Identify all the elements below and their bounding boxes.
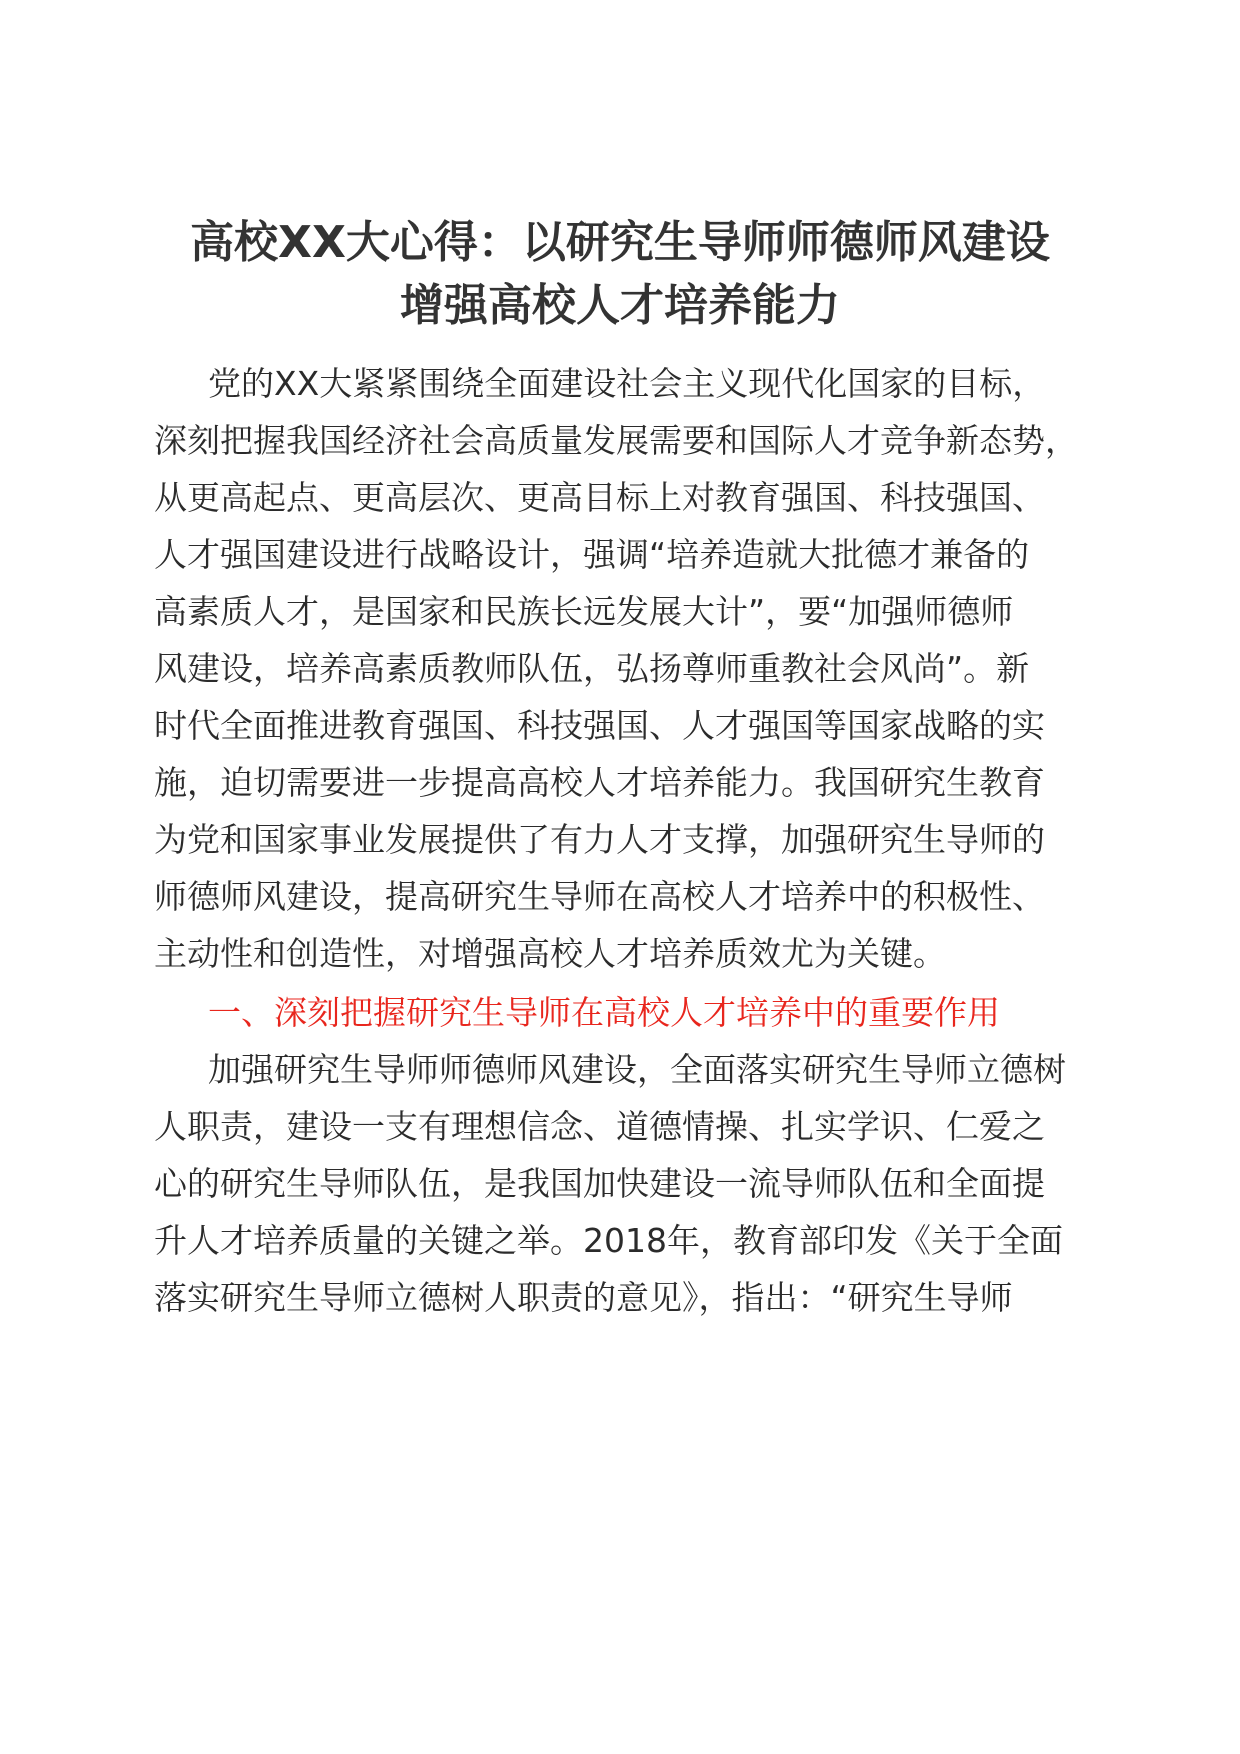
paragraph-line: 深刻把握我国经济社会高质量发展需要和国际人才竞争新态势， — [154, 421, 1078, 460]
paragraph-line: 人职责，建设一支有理想信念、道德情操、扎实学识、仁爱之 — [154, 1107, 1045, 1146]
paragraph-line: 心的研究生导师队伍，是我国加快建设一流导师队伍和全面提 — [154, 1164, 1045, 1203]
paragraph-line: 人才强国建设进行战略设计，强调“培养造就大批德才兼备的 — [154, 535, 1030, 574]
paragraph-line: 主动性和创造性，对增强高校人才培养质效尤为关键。 — [154, 934, 946, 973]
paragraph-line: 加强研究生导师师德师风建设，全面落实研究生导师立德树 — [208, 1050, 1066, 1089]
paragraph-line: 为党和国家事业发展提供了有力人才支撑，加强研究生导师的 — [154, 820, 1045, 859]
paragraph-line: 从更高起点、更高层次、更高目标上对教育强国、科技强国、 — [154, 478, 1045, 517]
document-title-line-2: 增强高校人才培养能力 — [400, 280, 840, 331]
paragraph-line: 升人才培养质量的关键之举。2018年，教育部印发《关于全面 — [154, 1221, 1063, 1260]
document-title-line-1: 高校XX大心得：以研究生导师师德师风建设 — [190, 217, 1050, 268]
paragraph-line: 风建设，培养高素质教师队伍，弘扬尊师重教社会风尚”。新 — [154, 649, 1030, 688]
paragraph-line: 时代全面推进教育强国、科技强国、人才强国等国家战略的实 — [154, 706, 1045, 745]
section-heading-1: 一、深刻把握研究生导师在高校人才培养中的重要作用 — [208, 993, 1000, 1032]
paragraph-line: 落实研究生导师立德树人职责的意见》，指出：“研究生导师 — [154, 1278, 1013, 1317]
paragraph-line: 师德师风建设，提高研究生导师在高校人才培养中的积极性、 — [154, 877, 1045, 916]
paragraph-line: 高素质人才，是国家和民族长远发展大计”，要“加强师德师 — [154, 592, 1014, 631]
paragraph-line: 施，迫切需要进一步提高高校人才培养能力。我国研究生教育 — [154, 763, 1045, 802]
paragraph-line: 党的XX大紧紧围绕全面建设社会主义现代化国家的目标， — [208, 364, 1046, 403]
